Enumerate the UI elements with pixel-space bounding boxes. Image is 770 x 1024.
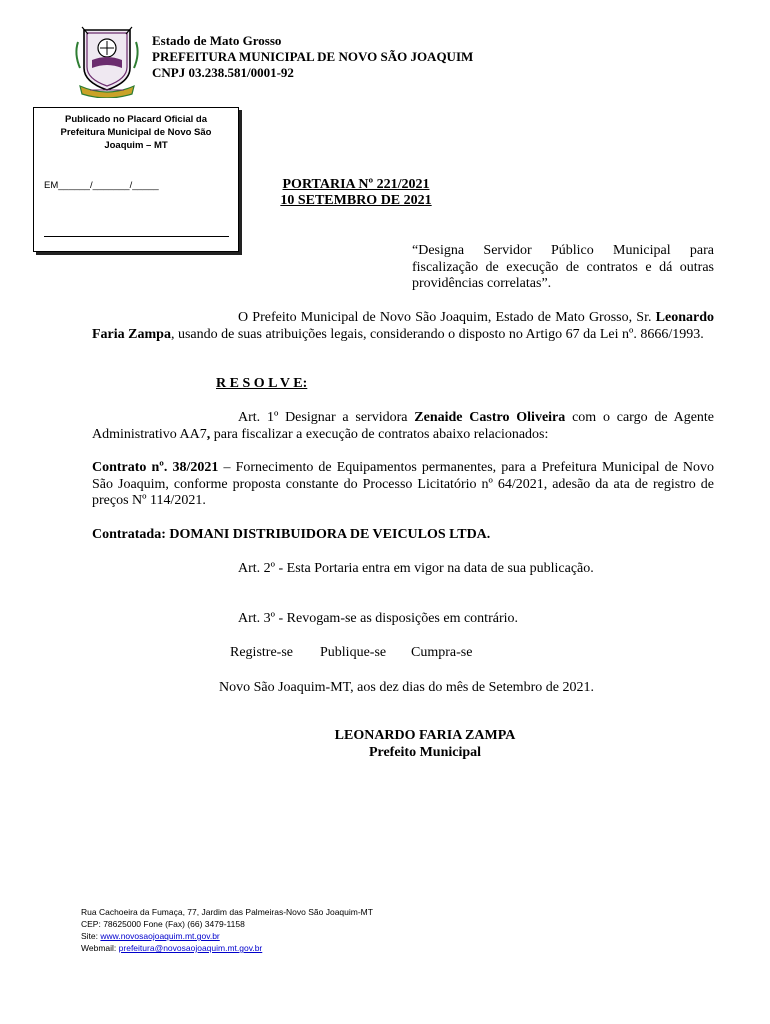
closing-register: Registre-se — [230, 645, 293, 660]
footer-site — [81, 931, 220, 943]
signatory-name: LEONARDO FARIA ZAMPA — [334, 728, 516, 743]
mayor-name: Leonardo Faria Zampa — [92, 310, 715, 342]
prefecture-name: PREFEITURA MUNICIPAL DE NOVO SÃO JOAQUIM — [152, 49, 474, 64]
intro-paragraph — [92, 310, 714, 343]
state-name: Estado de Mato Grosso — [152, 33, 282, 48]
publication-stamp-text: Publicado no Placard Oficial da Prefeitura Municipal de Novo São Joaquim – MT — [60, 114, 212, 151]
intro-text-2: , usando de suas atribuições legais, considerando o disposto no Artigo 67 da Lei nº. 8666/1993. — [170, 326, 704, 342]
contract-label: Contrato nº. 38/2021 — [92, 460, 219, 475]
place-and-date: Novo São Joaquim-MT, aos dez dias do mês de Setembro de 2021. — [219, 680, 594, 695]
art1-text-3: para fiscalizar a execução de contratos abaixo relacionados: — [213, 426, 549, 442]
art1-text-2: com o cargo de Agente Administrativo AA7 — [92, 410, 715, 442]
contracted-company: Contratada: DOMANI DISTRIBUIDORA DE VEICULOS LTDA. — [92, 527, 491, 542]
publication-stamp-box — [33, 107, 239, 252]
article-2: Art. 2º - Esta Portaria entra em vigor na data de sua publicação. — [238, 561, 594, 576]
contract-text: – Fornecimento de Equipamentos permanentes, para a Prefeitura Municipal de Novo São Joaquim, conforme proposta constante do Processo Licitatório nº 64/2021, adesão da ata de registro de preços Nº 114/2021. — [92, 460, 715, 508]
portaria-date: 10 SETEMBRO DE 2021 — [280, 193, 432, 208]
designated-employee-name: Zenaide Castro Oliveira — [414, 410, 566, 425]
contract-paragraph — [92, 460, 714, 510]
closing-comply: Cumpra-se — [411, 645, 473, 660]
art1-text-1: Art. 1º Designar a servidora — [238, 410, 408, 425]
signature-line — [44, 236, 229, 237]
footer-address: Rua Cachoeira da Fumaça, 77, Jardim das Palmeiras-Novo São Joaquim-MT — [81, 907, 373, 917]
footer-webmail — [81, 943, 262, 955]
footer-webmail-label: Webmail: — [81, 943, 117, 953]
intro-text-1: O Prefeito Municipal de Novo São Joaquim, Estado de Mato Grosso, Sr. — [238, 310, 652, 325]
article-1 — [92, 410, 714, 443]
footer-site-label: Site: — [81, 931, 99, 941]
closing-publish: Publique-se — [320, 645, 387, 660]
cnpj-number: CNPJ 03.238.581/0001-92 — [152, 65, 294, 80]
publication-date-line: EM______/_______/_____ — [44, 180, 159, 191]
article-3: Art. 3º - Revogam-se as disposições em contrário. — [238, 611, 518, 626]
footer-cep-phone: CEP: 78625000 Fone (Fax) (66) 3479-1158 — [81, 919, 245, 929]
footer-site-link[interactable]: www.novosaojoaquim.mt.gov.br — [100, 931, 220, 941]
footer-webmail-link[interactable]: prefeitura@novosaojoaquim.mt.gov.br — [118, 943, 263, 953]
municipal-coat-of-arms-icon — [72, 24, 142, 98]
art1-comma: , — [206, 426, 211, 442]
resolve-heading: R E S O L V E: — [216, 376, 308, 391]
signatory-role: Prefeito Municipal — [368, 745, 482, 760]
portaria-number: PORTARIA Nº 221/2021 — [282, 177, 430, 192]
portaria-summary: “Designa Servidor Público Municipal para fiscalização de execução de contratos e dá outras providências correlatas”. — [412, 243, 714, 291]
